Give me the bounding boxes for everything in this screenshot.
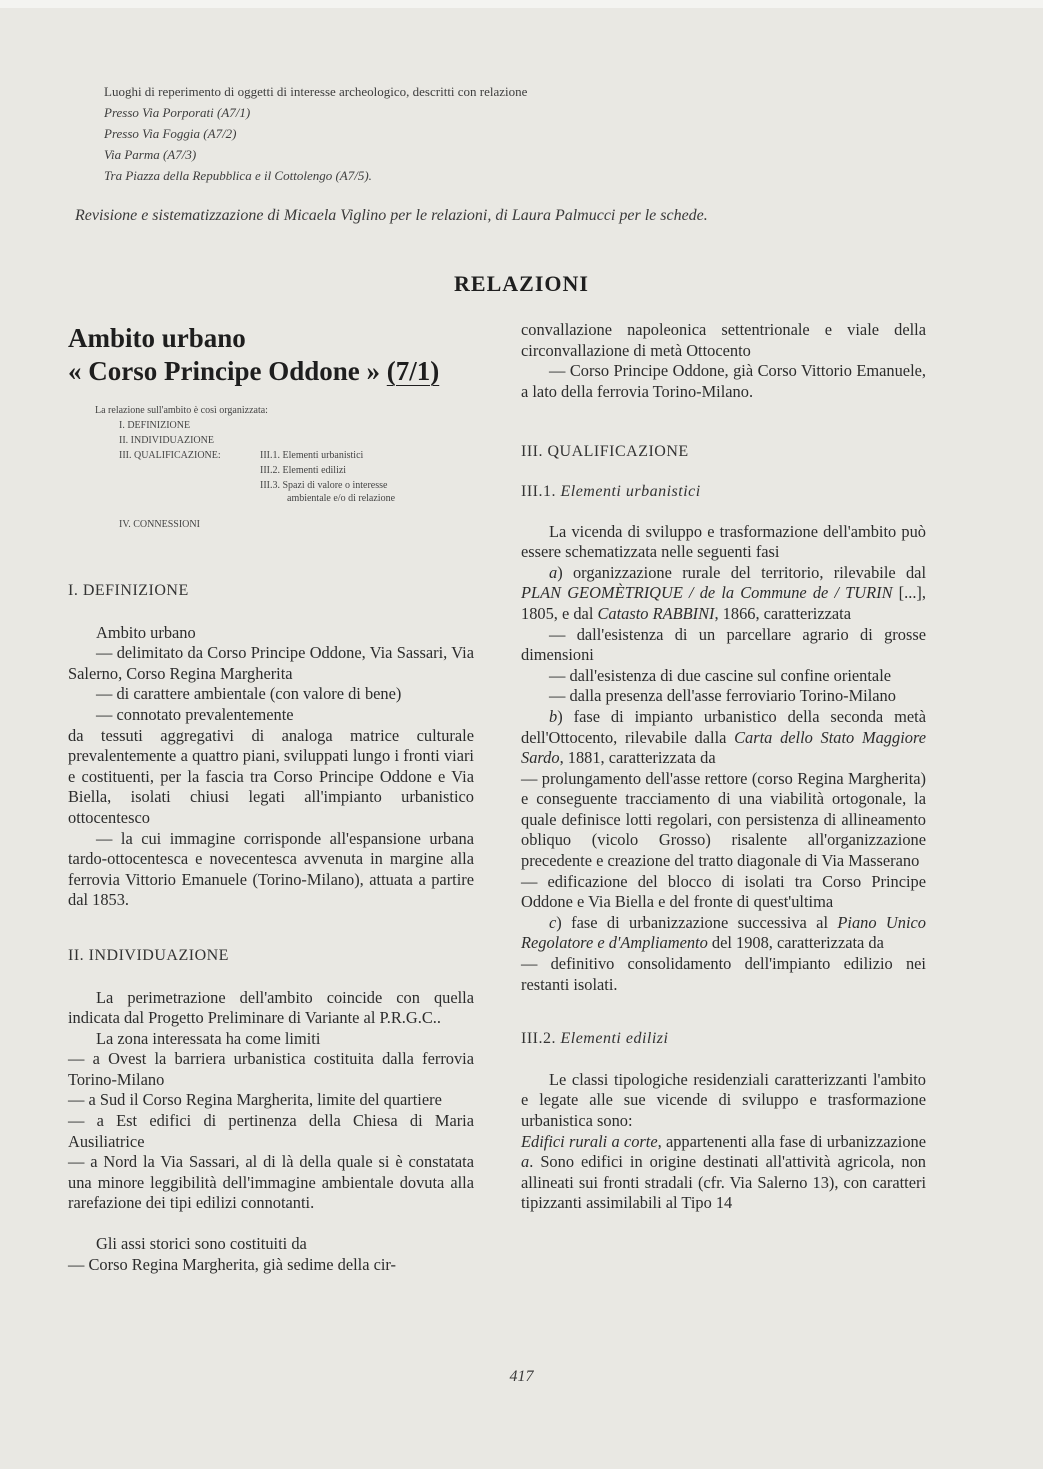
ind-p8: — Corso Regina Margherita, già sedime della cir- bbox=[68, 1254, 396, 1274]
qual-heading: III. QUALIFICAZIONE bbox=[521, 443, 689, 461]
toc-iii2: III.2. Elementi edilizi bbox=[260, 465, 347, 476]
sub2-heading bbox=[521, 1029, 926, 1050]
s1-a-b3: — dalla presenza dell'asse ferroviario Torino-Milano bbox=[549, 686, 896, 706]
s1-a-letter: a bbox=[549, 562, 558, 582]
right-column bbox=[521, 320, 926, 1214]
top-edge bbox=[0, 0, 1043, 8]
s1-p1: La vicenda di sviluppo e trasformazione dell'ambito può essere schematizzata nelle seguenti fasi bbox=[521, 521, 926, 562]
ambito-title-line1: Ambito urbano bbox=[68, 323, 246, 353]
s1-b-b1: — prolungamento dell'asse rettore (corso Regina Margherita) e conseguente tracciamento di una viabilità ortogonale, la quale definisce lotti regolari, con persistenza di allineamento obliquo (vicolo Grosso) risalente all'organizzazione precedente e creazione del tratto diagonale di Via Masserano bbox=[521, 768, 926, 871]
s2-p1: Le classi tipologiche residenziali caratterizzanti l'ambito e legate alle sue vicende di sviluppo e trasformazione urbanistica sono: bbox=[521, 1069, 926, 1130]
toc-i: I. DEFINIZIONE bbox=[119, 420, 191, 431]
toc-iii1: III.1. Elementi urbanistici bbox=[260, 450, 364, 461]
ind-p4: — a Sud il Corso Regina Margherita, limite del quartiere bbox=[68, 1090, 442, 1110]
s1-a-catasto: Catasto RABBINI bbox=[597, 603, 715, 623]
s1-a bbox=[521, 563, 926, 625]
header-line-1: Luoghi di reperimento di oggetti di interesse archeologico, descritti con relazione bbox=[104, 84, 528, 99]
s1-a-text3: , 1866, caratterizzata bbox=[714, 603, 851, 623]
def-heading: I. DEFINIZIONE bbox=[68, 582, 189, 599]
s1-a-b2: — dall'esistenza di due cascine sul confine orientale bbox=[549, 665, 892, 685]
s1-a-text1: ) organizzazione rurale del territorio, rilevabile dal bbox=[557, 562, 926, 582]
sub2-number: III.2. bbox=[521, 1030, 561, 1048]
section-title: RELAZIONI bbox=[454, 271, 589, 296]
ind-p2: La zona interessata ha come limiti bbox=[96, 1028, 321, 1048]
s1-b-text1: ) fase di impianto urbanistico della seconda metà dell'Ottocento, rilevabile dalla bbox=[521, 706, 926, 747]
header-line-2: Presso Via Porporati (A7/1) bbox=[104, 105, 251, 120]
header-line-4: Via Parma (A7/3) bbox=[104, 147, 197, 162]
sub2-title: Elementi edilizi bbox=[560, 1030, 669, 1048]
def-p6: — la cui immagine corrisponde all'espansione urbana tardo-ottocentesca e novecentesca avvenuta in margine alla ferrovia Vittorio Emanuele (Torino-Milano), attuata a partire dal 1853. bbox=[68, 828, 474, 910]
toc-iii: III. QUALIFICAZIONE: bbox=[119, 450, 221, 461]
s1-b bbox=[521, 707, 926, 769]
s1-b-letter: b bbox=[549, 706, 558, 726]
right-p2: — Corso Principe Oddone, già Corso Vittorio Emanuele, a lato della ferrovia Torino-Milano. bbox=[521, 361, 926, 401]
toc-iii3a: III.3. Spazi di valore o interesse bbox=[260, 480, 388, 491]
s1-b-b2: — edificazione del blocco di isolati tra Corso Principe Oddone e Via Biella e del fronte di quest'ultima bbox=[521, 871, 926, 912]
sub1-title: Elementi urbanistici bbox=[560, 482, 701, 500]
left-column bbox=[68, 322, 474, 1275]
def-p2: — delimitato da Corso Principe Oddone, Via Sassari, Via Salerno, Corso Regina Margherita bbox=[68, 643, 474, 683]
ind-heading: II. INDIVIDUAZIONE bbox=[68, 946, 229, 964]
ind-p6: — a Nord la Via Sassari, al di là della quale si è constatata una minore leggibilità dell'immagine ambientale dovuta alla rarefazione dei tipi edilizi connotanti. bbox=[68, 1152, 474, 1213]
s2-p2-italic: Edifici rurali a corte bbox=[521, 1131, 658, 1151]
s1-c-b1: — definitivo consolidamento dell'impianto edilizio nei restanti isolati. bbox=[521, 954, 926, 994]
header-line-3: Presso Via Foggia (A7/2) bbox=[104, 126, 237, 141]
sub1-number: III.1. bbox=[521, 482, 561, 500]
s1-c-piano: Piano Unico Regolatore e d'Ampliamento bbox=[521, 912, 926, 953]
header-line-5: Tra Piazza della Repubblica e il Cottolengo (A7/5). bbox=[104, 168, 372, 183]
s1-a-b1: — dall'esistenza di un parcellare agrario di grosse dimensioni bbox=[521, 624, 926, 665]
toc-intro: La relazione sull'ambito è così organizzata: bbox=[95, 405, 268, 416]
s1-c-text2: del 1908, caratterizzata da bbox=[707, 933, 884, 953]
s2-p2 bbox=[521, 1132, 926, 1214]
s1-b-text2: , 1881, caratterizzata da bbox=[559, 748, 716, 768]
s2-p2-letter: a bbox=[521, 1152, 530, 1172]
s1-b-carta: Carta dello Stato Maggiore Sardo bbox=[521, 727, 926, 768]
s2-p2-text1: , appartenenti alla fase di urbanizzazione bbox=[657, 1131, 926, 1151]
s1-a-plan: PLAN GEOMÈTRIQUE / de la Commune de / TURIN bbox=[521, 583, 893, 603]
ind-p3: — a Ovest la barriera urbanistica costituita dalla ferrovia Torino-Milano bbox=[68, 1049, 474, 1089]
ind-p1: La perimetrazione dell'ambito coincide con quella indicata dal Progetto Preliminare di Variante al P.R.G.C.. bbox=[68, 987, 474, 1028]
toc-iii3b: ambientale e/o di relazione bbox=[287, 493, 396, 504]
def-p3: — di carattere ambientale (con valore di bene) bbox=[96, 684, 402, 704]
s1-c-text1: ) fase di urbanizzazione successiva al bbox=[556, 912, 838, 932]
ambito-title-name: « Corso Principe Oddone » bbox=[68, 356, 387, 386]
toc-iv: IV. CONNESSIONI bbox=[119, 519, 200, 530]
s1-c bbox=[521, 913, 926, 954]
ambito-title-number: (7/1) bbox=[386, 356, 440, 386]
def-p5: da tessuti aggregativi di analoga matrice culturale prevalentemente a quattro piani, sviluppati lungo i fronti viari e costituenti, per la fascia tra Corso Principe Oddone e Via Biella, isolati chiusi legati all'impianto urbanistico ottocentesco bbox=[68, 725, 474, 827]
ind-p7: Gli assi storici sono costituiti da bbox=[96, 1234, 307, 1254]
right-p1: convallazione napoleonica settentrionale e viale della circonvallazione di metà Ottocento bbox=[521, 320, 926, 360]
toc-ii: II. INDIVIDUAZIONE bbox=[119, 435, 214, 446]
s2-p2-text2: . Sono edifici in origine destinati all'attività agricola, non allineati sui fronti stradali (cfr. Via Salerno 13), con caratteri tipizzanti assimilabili al Tipo 14 bbox=[521, 1152, 926, 1213]
def-p1: Ambito urbano bbox=[96, 622, 196, 642]
ind-p5: — a Est edifici di pertinenza della Chiesa di Maria Ausiliatrice bbox=[68, 1111, 474, 1151]
def-p4: — connotato prevalentemente bbox=[96, 704, 294, 724]
page-number: 417 bbox=[509, 1368, 534, 1385]
s1-a-text2: [...], 1805, e dal bbox=[521, 583, 926, 623]
sub1-heading bbox=[521, 482, 926, 503]
s1-c-letter: c bbox=[549, 912, 557, 932]
toc bbox=[95, 404, 474, 534]
ambito-title-line2 bbox=[68, 355, 474, 388]
ambito-title bbox=[68, 322, 474, 388]
revision-note: Revisione e sistematizzazione di Micaela Viglino per le relazioni, di Laura Palmucci per le schede. bbox=[75, 207, 708, 224]
